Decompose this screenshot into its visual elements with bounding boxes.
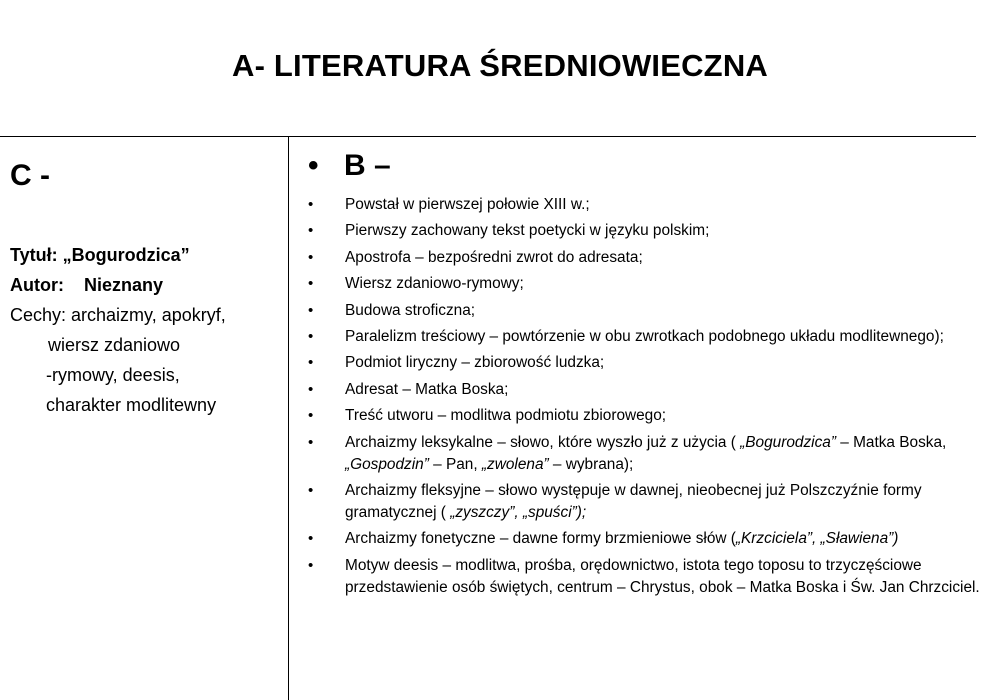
- list-item-text: – Matka Boska,: [835, 433, 947, 451]
- bullet-icon: •: [308, 149, 319, 182]
- list-item: [308, 194, 998, 216]
- list-item: [308, 220, 998, 242]
- list-item: [308, 432, 998, 476]
- list-item-text: „zwolena”: [481, 455, 549, 473]
- vertical-divider: [288, 136, 289, 700]
- list-item: [308, 379, 998, 401]
- list-item-text: Adresat – Matka Boska;: [345, 380, 509, 398]
- b-heading-row: [308, 146, 998, 186]
- features-line: -rymowy, deesis,: [46, 365, 180, 385]
- b-heading: B –: [344, 149, 391, 182]
- left-column: [10, 158, 282, 420]
- features-line: charakter modlitewny: [46, 395, 217, 415]
- list-item: [308, 247, 998, 269]
- list-item-text: „Gospodzin”: [345, 455, 429, 473]
- author-line: [10, 270, 282, 300]
- c-heading: C -: [10, 159, 50, 192]
- list-item-text: Treść utworu – modlitwa podmiotu zbiorowego;: [345, 407, 667, 425]
- list-item: [308, 300, 998, 322]
- list-item-text: Wiersz zdaniowo-rymowy;: [345, 275, 524, 293]
- features-line: wiersz zdaniowo: [48, 335, 181, 355]
- right-column: [308, 146, 998, 603]
- features-block: [10, 300, 282, 420]
- list-item-text: – wybrana);: [548, 455, 634, 473]
- list-item-text: Apostrofa – bezpośredni zwrot do adresata;: [345, 248, 643, 266]
- list-item: [308, 352, 998, 374]
- list-item-text: Archaizmy fonetyczne – dawne formy brzmieniowe słów (: [345, 530, 736, 548]
- list-item: [308, 273, 998, 295]
- list-item: [308, 528, 998, 550]
- list-item-text: Motyw deesis – modlitwa, prośba, orędownictwo, istota tego toposu to trzyczęściowe przedstawienie osób świętych, centrum – Chrystus, obok – Matka Boska i Św. Jan Chrzciciel.: [345, 556, 980, 596]
- list-item-text: Archaizmy leksykalne – słowo, które wyszło już z użycia (: [345, 433, 741, 451]
- list-item-text: Paralelizm treściowy – powtórzenie w obu zwrotkach podobnego układu modlitewnego);: [345, 327, 944, 345]
- features-line: Cechy: archaizmy, apokryf,: [10, 305, 226, 325]
- list-item-text: Podmiot liryczny – zbiorowość ludzka;: [345, 354, 605, 372]
- horizontal-divider: [0, 136, 976, 137]
- list-item-text: – Pan,: [428, 455, 482, 473]
- list-item-text: „Krzciciela”, „Sławiena”): [735, 530, 899, 548]
- title-line: Tytuł: „Bogurodzica”: [10, 245, 190, 265]
- slide-title: A- LITERATURA ŚREDNIOWIECZNA: [231, 48, 768, 83]
- list-item-text: „Bogurodzica”: [740, 433, 836, 451]
- author-value: Nieznany: [83, 275, 164, 295]
- list-item: [308, 405, 998, 427]
- list-item-text: Pierwszy zachowany tekst poetycki w języku polskim;: [345, 222, 710, 240]
- list-item-text: Archaizmy fleksyjne – słowo występuje w dawnej, nieobecnej już Polszczyźnie formy gramatycznej (: [345, 481, 922, 521]
- list-item: [308, 326, 998, 348]
- list-item-text: „zyszczy”, „spuści”);: [450, 503, 587, 521]
- list-item-text: Budowa stroficzna;: [345, 301, 476, 319]
- bullet-list: [308, 194, 998, 599]
- author-label: Autor:: [10, 275, 64, 295]
- list-item: [308, 555, 998, 599]
- list-item-text: Powstał w pierwszej połowie XIII w.;: [345, 196, 590, 213]
- list-item: [308, 480, 998, 524]
